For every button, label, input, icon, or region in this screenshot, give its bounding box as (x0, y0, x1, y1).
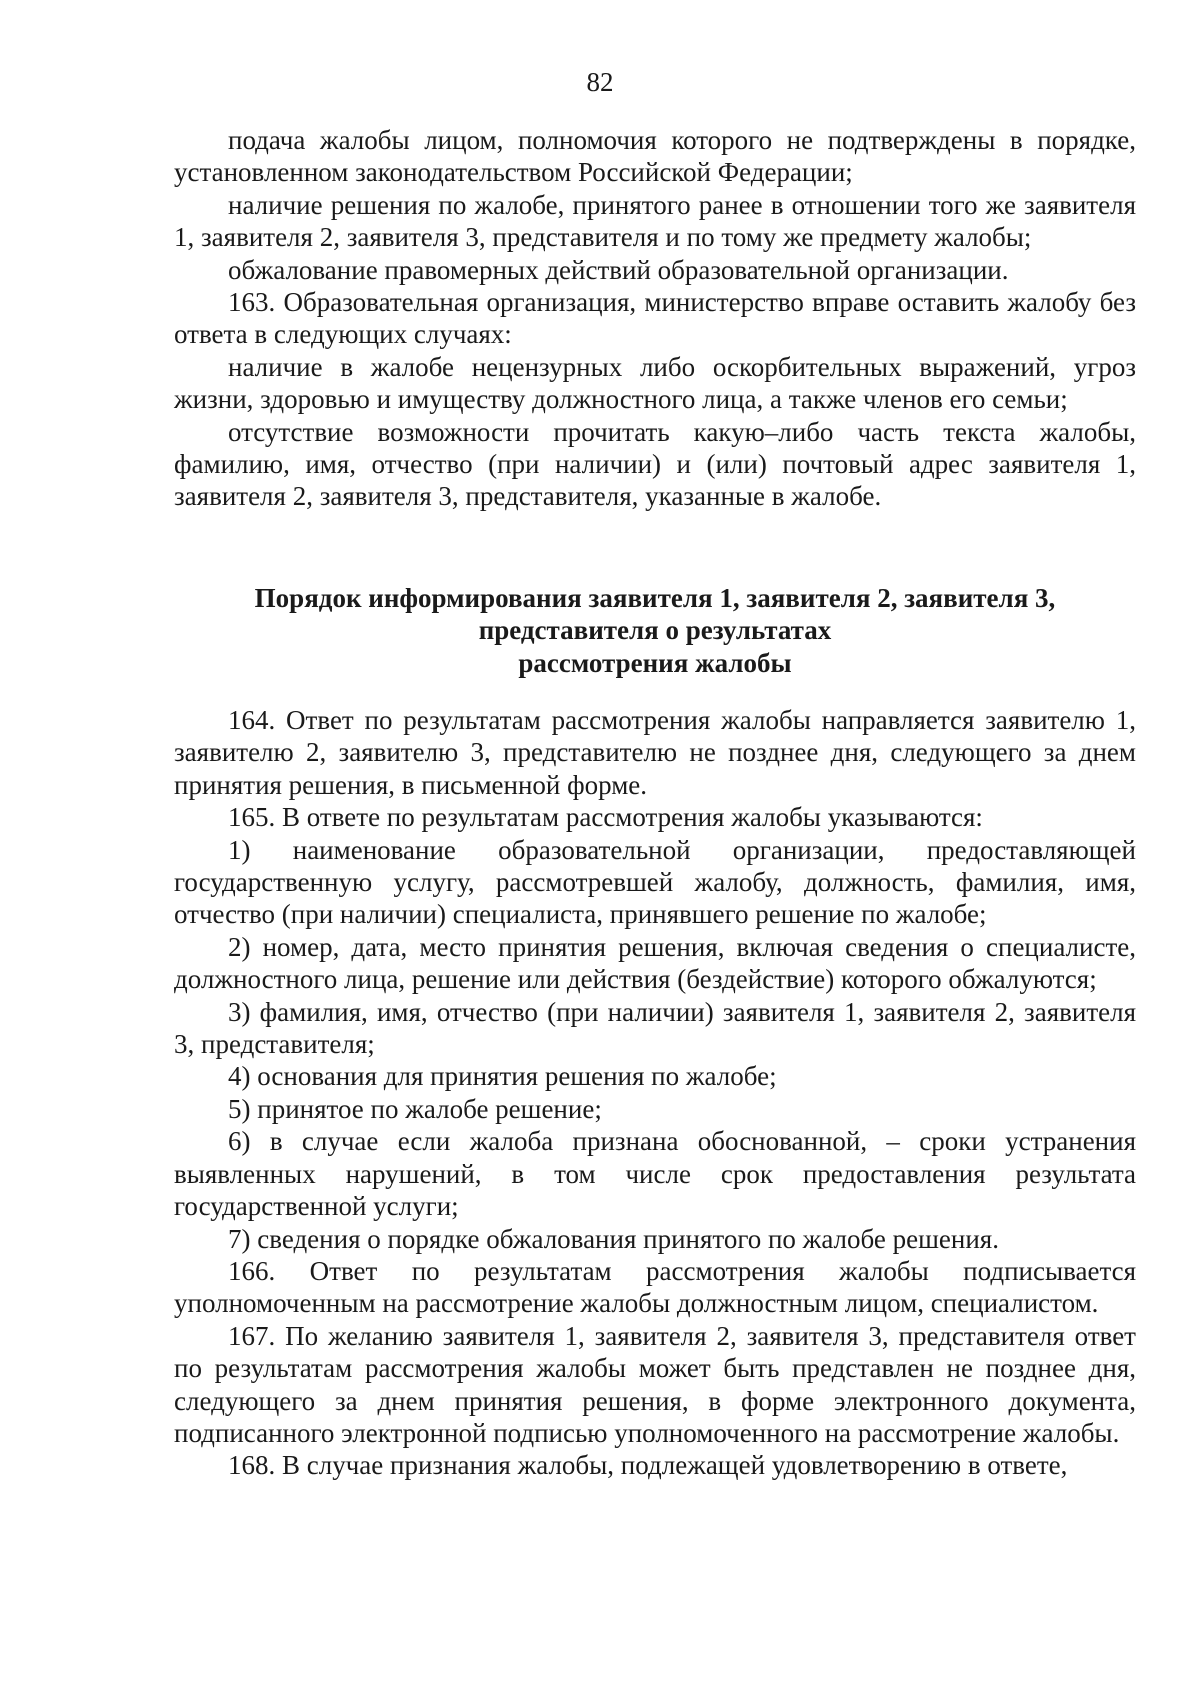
paragraph: 167. По желанию заявителя 1, заявителя 2, заявителя 3, представителя ответ по результатам рассмотрения жалобы может быть представлен не позднее дня, следующего за днем принятия решения, в форме электронного документа, подписанного электронной подписью уполномоченного на рассмотрение жалобы. (174, 1320, 1136, 1448)
paragraph: 168. В случае признания жалобы, подлежащей удовлетворению в ответе, (228, 1450, 1068, 1481)
paragraph: 166. Ответ по результатам рассмотрения жалобы подписывается уполномоченным на рассмотрение жалобы должностным лицом, специалистом. (174, 1255, 1136, 1319)
paragraph: подача жалобы лицом, полномочия которого не подтверждены в порядке, установленном законодательством Российской Федерации; (174, 125, 1136, 188)
list-item: 2) номер, дата, место принятия решения, включая сведения о специалисте, должностного лица, решение или действия (бездействие) которого обжалуются; (174, 931, 1136, 995)
section-heading (174, 582, 1136, 679)
text-block-top (174, 124, 1136, 513)
list-item: 7) сведения о порядке обжалования принятого по жалобе решения. (228, 1223, 999, 1254)
paragraph: 163. Образовательная организация, министерство вправе оставить жалобу без ответа в следующих случаях: (174, 287, 1136, 350)
paragraph: наличие решения по жалобе, принятого ранее в отношении того же заявителя 1, заявителя 2, заявителя 3, представителя и по тому же предмету жалобы; (174, 189, 1136, 253)
text-block-bottom (174, 704, 1136, 1482)
paragraph: 165. В ответе по результатам рассмотрения жалобы указываются: (228, 802, 983, 833)
paragraph: наличие в жалобе нецензурных либо оскорбительных выражений, угроз жизни, здоровью и имуществу должностного лица, а также членов его семьи; (174, 351, 1136, 415)
list-item: 3) фамилия, имя, отчество (при наличии) заявителя 1, заявителя 2, заявителя 3, представителя; (174, 996, 1136, 1060)
list-item: 5) принятое по жалобе решение; (228, 1093, 602, 1124)
paragraph: отсутствие возможности прочитать какую–либо часть текста жалобы, фамилию, имя, отчество (при наличии) и (или) почтовый адрес заявителя 1, заявителя 2, заявителя 3, представителя, указанные в жалобе. (174, 416, 1136, 512)
list-item: 6) в случае если жалоба признана обоснованной, – сроки устранения выявленных нарушений, в том числе срок предоставления результата государственной услуги; (174, 1126, 1136, 1222)
section-heading-line: представителя о результатах (478, 615, 832, 646)
section-heading-line: рассмотрения жалобы (518, 647, 792, 678)
list-item: 1) наименование образовательной организации, предоставляющей государственную услугу, рассмотревшей жалобу, должность, фамилия, имя, отчество (при наличии) специалиста, принявшего решение по жалобе; (174, 834, 1136, 930)
paragraph: 164. Ответ по результатам рассмотрения жалобы направляется заявителю 1, заявителю 2, заявителю 3, представителю не позднее дня, следующего за днем принятия решения, в письменной форме. (174, 705, 1136, 800)
list-item: 4) основания для принятия решения по жалобе; (228, 1061, 777, 1092)
page-number: 82 (586, 67, 614, 97)
section-heading-line: Порядок информирования заявителя 1, заявителя 2, заявителя 3, (254, 583, 1056, 613)
paragraph: обжалование правомерных действий образовательной организации. (228, 254, 1009, 285)
